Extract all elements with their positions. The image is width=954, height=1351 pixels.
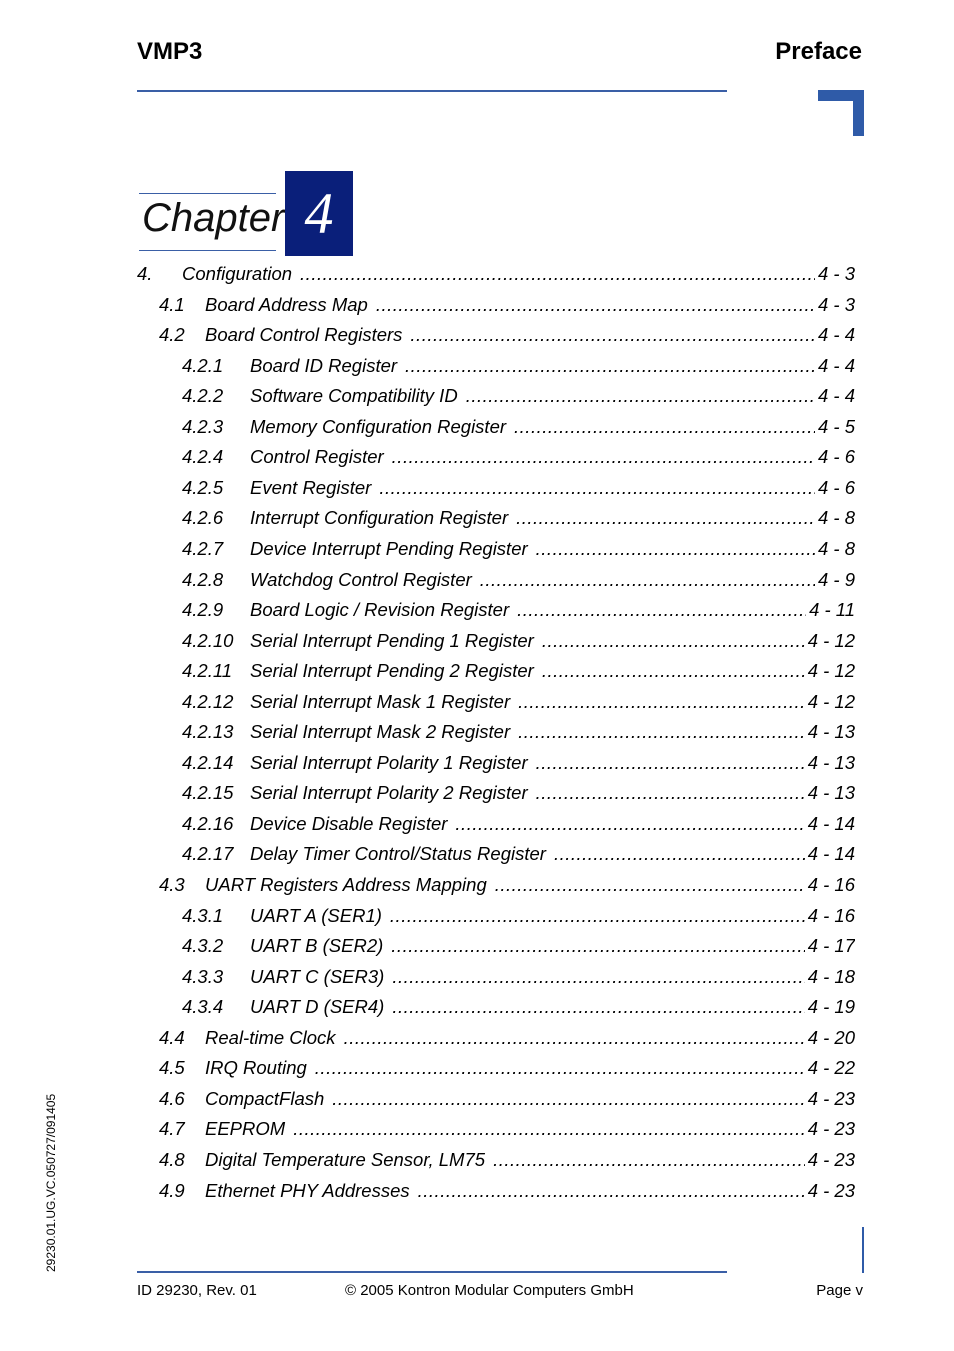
- toc-entry-title: Serial Interrupt Polarity 2 Register: [250, 782, 528, 804]
- footer-rule: [137, 1271, 727, 1273]
- toc-entry-page: 4 - 14: [807, 812, 855, 834]
- toc-entry-page: 4 - 16: [807, 874, 855, 895]
- toc-entry-number: 4.3.2: [182, 935, 224, 957]
- toc-entry-page: 4 - 22: [807, 1057, 855, 1079]
- toc-dot-leader: [392, 996, 804, 1018]
- toc-entry-title: UART D (SER4): [250, 996, 385, 1018]
- toc-entry[interactable]: [182, 507, 855, 537]
- toc-entry-page: 4 - 8: [817, 507, 855, 529]
- toc-dot-leader: [493, 1149, 805, 1171]
- toc-entry[interactable]: [182, 813, 855, 843]
- toc-dot-leader: [315, 1057, 805, 1079]
- corner-mark-top: [818, 90, 864, 136]
- toc-entry-page: 4 - 18: [807, 965, 855, 987]
- toc-entry-title: Digital Temperature Sensor, LM75: [205, 1148, 486, 1170]
- toc-entry-title: Configuration: [182, 263, 293, 284]
- toc-entry-page: 4 - 19: [807, 996, 855, 1018]
- toc-entry-title: Board Logic / Revision Register: [250, 599, 510, 621]
- toc-entry[interactable]: [182, 599, 855, 629]
- toc-entry-number: 4.2.4: [182, 446, 224, 468]
- toc-entry-title: Serial Interrupt Mask 1 Register: [250, 690, 511, 712]
- chapter-number-box: 4: [285, 171, 353, 256]
- toc-dot-leader: [542, 660, 805, 682]
- toc-entry-title: UART C (SER3): [250, 965, 385, 987]
- toc-entry-number: 4.2.3: [182, 415, 224, 437]
- toc-dot-leader: [391, 935, 804, 957]
- toc-entry-number: 4.2.14: [182, 751, 234, 773]
- footer-copyright: © 2005 Kontron Modular Computers GmbH: [345, 1282, 634, 1299]
- toc-entry-number: 4.2.1: [182, 354, 224, 376]
- toc-dot-leader: [455, 813, 804, 835]
- toc-entry-title: Serial Interrupt Mask 2 Register: [250, 721, 511, 743]
- toc-entry-number: 4.2.13: [182, 721, 234, 743]
- toc-entry[interactable]: [182, 630, 855, 660]
- footer-page: Page v: [816, 1282, 863, 1299]
- toc-entry-number: 4.3.4: [182, 996, 224, 1018]
- toc-dot-leader: [392, 966, 804, 988]
- toc-entry-title: Serial Interrupt Polarity 1 Register: [250, 751, 528, 773]
- toc-entry-number: 4.2.5: [182, 476, 224, 498]
- toc-entry-page: 4 - 3: [817, 263, 855, 284]
- toc-dot-leader: [293, 1118, 805, 1140]
- toc-entry-title: UART A (SER1): [250, 904, 382, 926]
- toc-entry-page: 4 - 17: [807, 935, 855, 957]
- toc-entry-page: 4 - 13: [807, 751, 855, 773]
- toc-dot-leader: [344, 1027, 805, 1049]
- toc-dot-leader: [392, 446, 815, 468]
- toc-entry-page: 4 - 11: [809, 599, 855, 621]
- toc-entry[interactable]: [182, 935, 855, 965]
- toc-entry[interactable]: [182, 477, 855, 507]
- toc-entry[interactable]: [182, 752, 855, 782]
- toc-entry[interactable]: [159, 1057, 855, 1087]
- toc-entry-number: 4.3.3: [182, 965, 224, 987]
- header-product: VMP3: [137, 38, 203, 65]
- toc-dot-leader: [518, 721, 805, 743]
- toc-dot-leader: [410, 324, 815, 346]
- toc-entry-number: 4.2.8: [182, 568, 224, 590]
- toc-entry-title: Software Compatibility ID: [250, 385, 458, 407]
- toc-entry[interactable]: [182, 385, 855, 415]
- toc-dot-leader: [554, 843, 805, 865]
- toc-dot-leader: [514, 416, 815, 438]
- toc-entry-title: Board Control Registers: [205, 324, 403, 346]
- footer-doc-id: ID 29230, Rev. 01: [137, 1282, 257, 1299]
- toc-entry-title: Event Register: [250, 476, 372, 498]
- toc-entry[interactable]: [159, 1027, 855, 1057]
- toc-entry-page: 4 - 4: [817, 324, 855, 346]
- toc-entry-title: Delay Timer Control/Status Register: [250, 843, 546, 865]
- toc-dot-leader: [480, 569, 815, 591]
- toc-entry-title: Watchdog Control Register: [250, 568, 472, 590]
- toc-entry-number: 4.2.15: [182, 782, 234, 804]
- toc-entry[interactable]: [182, 905, 855, 935]
- toc-entry-number: 4.2.9: [182, 599, 224, 621]
- toc-entry-page: 4 - 13: [807, 782, 855, 804]
- toc-entry-title: Device Disable Register: [250, 812, 448, 834]
- toc-entry-number: 4.2.11: [182, 660, 233, 682]
- toc-entry-title: Real-time Clock: [205, 1026, 336, 1048]
- toc-dot-leader: [379, 477, 815, 499]
- corner-mark-bottom: [862, 1227, 864, 1273]
- toc-entry-page: 4 - 6: [817, 476, 855, 498]
- toc-entry-page: 4 - 3: [817, 293, 855, 315]
- toc-entry-title: EEPROM: [205, 1118, 286, 1140]
- toc-entry-page: 4 - 12: [807, 629, 855, 651]
- toc-entry-title: UART Registers Address Mapping: [205, 874, 487, 895]
- toc-entry-number: 4.1: [159, 293, 185, 315]
- toc-entry-page: 4 - 23: [807, 1118, 855, 1140]
- toc-entry-title: IRQ Routing: [205, 1057, 307, 1079]
- chapter-heading: Chapter: [142, 196, 285, 240]
- toc-entry[interactable]: [159, 1088, 855, 1118]
- toc-entry-page: 4 - 14: [807, 843, 855, 865]
- toc-dot-leader: [466, 385, 815, 407]
- toc-dot-leader: [376, 294, 815, 316]
- toc-entry[interactable]: [182, 966, 855, 996]
- document-side-id: 29230.01.UG.VC.050727/091405: [44, 1093, 58, 1272]
- toc-entry[interactable]: [159, 1180, 855, 1210]
- header-rule: [137, 90, 727, 92]
- toc-entry-number: 4.3.1: [182, 904, 224, 926]
- toc-entry-number: 4.6: [159, 1087, 185, 1109]
- toc-entry-title: Serial Interrupt Pending 1 Register: [250, 629, 534, 651]
- toc-entry-page: 4 - 9: [817, 568, 855, 590]
- toc-entry[interactable]: [159, 1118, 855, 1148]
- toc-entry[interactable]: [182, 996, 855, 1026]
- toc-entry-page: 4 - 4: [817, 385, 855, 407]
- toc-entry-page: 4 - 8: [817, 537, 855, 559]
- toc-entry-page: 4 - 6: [817, 446, 855, 468]
- toc-dot-leader: [536, 752, 805, 774]
- toc-dot-leader: [536, 538, 815, 560]
- toc-entry-number: 4.2.12: [182, 690, 234, 712]
- toc-dot-leader: [495, 874, 805, 896]
- toc-entry[interactable]: [182, 538, 855, 568]
- toc-entry[interactable]: [159, 294, 855, 324]
- toc-entry-title: Ethernet PHY Addresses: [205, 1179, 410, 1201]
- toc-dot-leader: [300, 263, 815, 285]
- toc-entry-title: Control Register: [250, 446, 384, 468]
- toc-entry-number: 4.: [137, 263, 153, 284]
- toc-entry-title: Board Address Map: [205, 293, 368, 315]
- toc-entry-number: 4.2.2: [182, 385, 224, 407]
- toc-entry-title: UART B (SER2): [250, 935, 384, 957]
- toc-entry[interactable]: [159, 324, 855, 354]
- toc-entry[interactable]: [182, 660, 855, 690]
- toc-entry-number: 4.3: [159, 874, 185, 895]
- toc-dot-leader: [542, 630, 805, 652]
- toc-entry[interactable]: [182, 782, 855, 812]
- toc-dot-leader: [390, 905, 805, 927]
- toc-entry-number: 4.2.16: [182, 812, 234, 834]
- toc-entry-page: 4 - 13: [807, 721, 855, 743]
- toc-entry-number: 4.2.7: [182, 537, 224, 559]
- toc-entry-number: 4.5: [159, 1057, 185, 1079]
- toc-entry-title: Board ID Register: [250, 354, 398, 376]
- toc-entry-number: 4.9: [159, 1179, 185, 1201]
- toc-dot-leader: [518, 691, 805, 713]
- toc-entry-page: 4 - 5: [817, 415, 855, 437]
- toc-entry-page: 4 - 4: [817, 354, 855, 376]
- toc-dot-leader: [516, 507, 815, 529]
- toc-entry-page: 4 - 16: [807, 904, 855, 926]
- toc-entry-number: 4.4: [159, 1026, 185, 1048]
- toc-entry-title: Interrupt Configuration Register: [250, 507, 509, 529]
- toc-entry-number: 4.2.6: [182, 507, 224, 529]
- toc-entry[interactable]: [182, 691, 855, 721]
- toc-entry-page: 4 - 12: [807, 690, 855, 712]
- header-section: Preface: [775, 38, 862, 65]
- toc-entry[interactable]: [182, 721, 855, 751]
- toc-entry-page: 4 - 23: [807, 1179, 855, 1201]
- toc-dot-leader: [418, 1180, 805, 1202]
- toc-dot-leader: [332, 1088, 804, 1110]
- toc-entry-title: CompactFlash: [205, 1087, 325, 1109]
- toc-dot-leader: [536, 782, 805, 804]
- toc-entry-number: 4.8: [159, 1148, 185, 1170]
- toc-entry-number: 4.2: [159, 324, 185, 346]
- toc-entry-title: Device Interrupt Pending Register: [250, 537, 528, 559]
- toc-entry[interactable]: [182, 355, 855, 385]
- toc-dot-leader: [517, 599, 806, 621]
- toc-entry[interactable]: [159, 1149, 855, 1179]
- toc-entry[interactable]: [182, 446, 855, 476]
- toc-entry-number: 4.2.10: [182, 629, 234, 651]
- toc-entry[interactable]: [182, 569, 855, 599]
- toc-entry-page: 4 - 23: [807, 1148, 855, 1170]
- chapter-line-bottom: [139, 250, 276, 251]
- toc-entry-title: Serial Interrupt Pending 2 Register: [250, 660, 534, 682]
- toc-entry-page: 4 - 23: [807, 1087, 855, 1109]
- toc-entry-page: 4 - 12: [807, 660, 855, 682]
- toc-entry[interactable]: [182, 843, 855, 873]
- toc-entry[interactable]: [159, 874, 855, 904]
- toc-entry-title: Memory Configuration Register: [250, 415, 507, 437]
- toc-entry[interactable]: [182, 416, 855, 446]
- chapter-line-top: [139, 193, 276, 194]
- toc-dot-leader: [405, 355, 815, 377]
- toc-entry-page: 4 - 20: [807, 1026, 855, 1048]
- toc-entry-number: 4.2.17: [182, 843, 234, 865]
- toc-entry-number: 4.7: [159, 1118, 185, 1140]
- toc-entry[interactable]: [137, 263, 855, 293]
